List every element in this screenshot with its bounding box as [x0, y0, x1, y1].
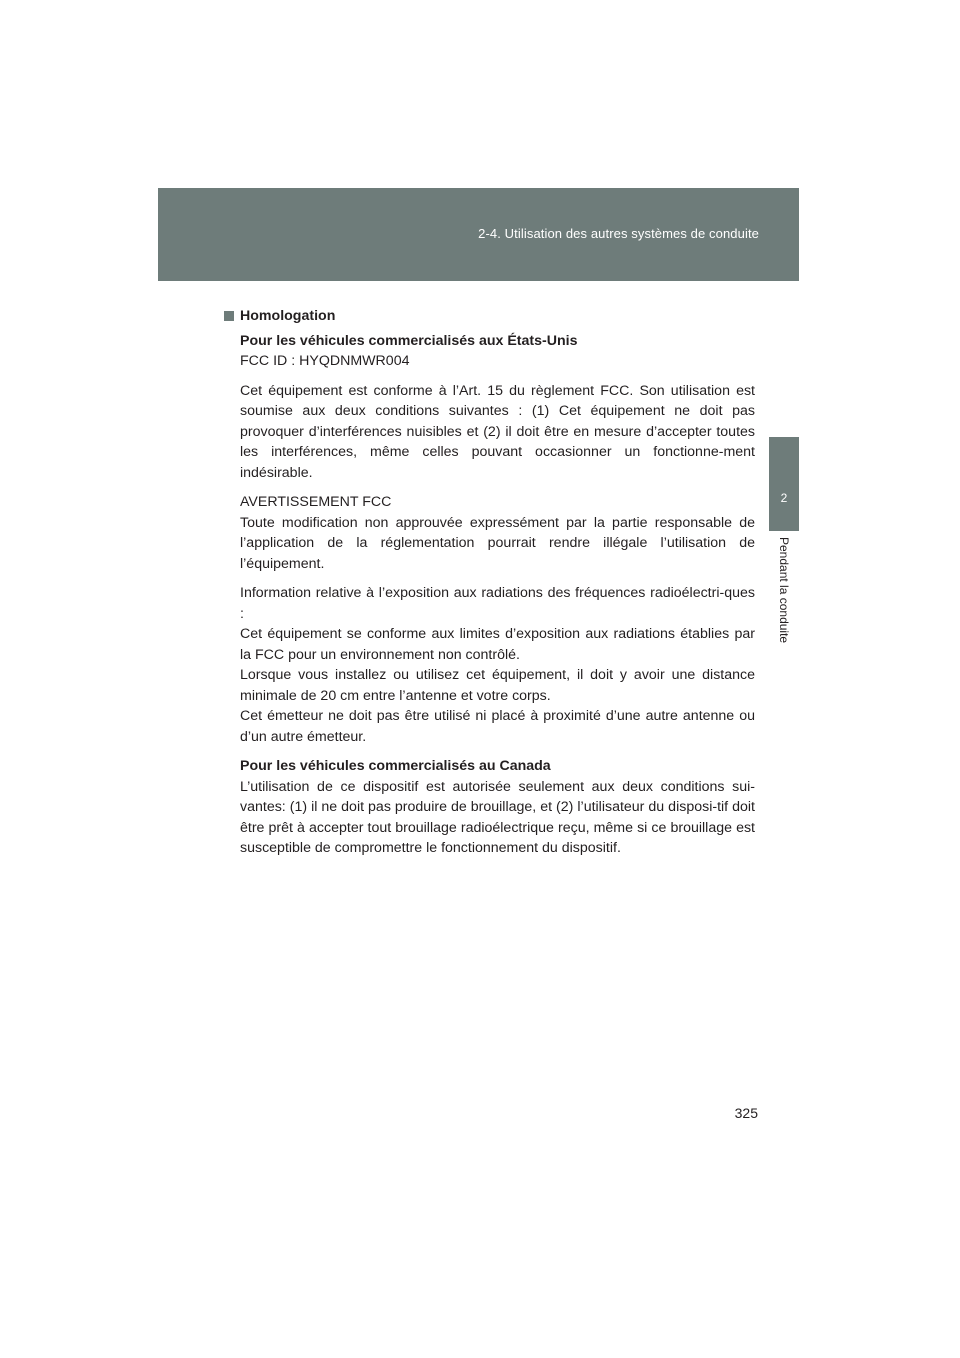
us-heading: Pour les véhicules commercialisés aux États-Unis	[240, 332, 578, 349]
warning-text: Toute modification non approuvée expressément par la partie responsable de l’application de la réglementation pourrait rendre illégale l’utilisation de l’équipement.	[240, 514, 755, 572]
warning-title: AVERTISSEMENT FCC	[240, 494, 392, 510]
exposure-paragraph	[240, 583, 755, 747]
page-number: 325	[734, 1105, 758, 1121]
square-bullet-icon	[224, 311, 234, 321]
chapter-label: Pendant la conduite	[777, 537, 791, 644]
exposure-title: Information relative à l’exposition aux radiations des fréquences radioélectri-ques :	[240, 585, 755, 622]
section-heading	[224, 306, 755, 327]
chapter-label-container	[774, 537, 794, 672]
exposure-limits: Cet équipement se conforme aux limites d’exposition aux radiations établies par la FCC pour un environnement non contrôlé.	[240, 626, 755, 663]
page-content	[224, 306, 755, 859]
warning-paragraph	[240, 492, 755, 574]
fcc-id: FCC ID : HYQDNMWR004	[240, 353, 410, 369]
exposure-distance: Lorsque vous installez ou utilisez cet équipement, il doit y avoir une distance minimale de 20 cm entre l’antenne et votre corps.	[240, 667, 755, 704]
section-heading-text: Homologation	[240, 308, 336, 324]
section-title: 2-4. Utilisation des autres systèmes de conduite	[478, 226, 759, 241]
canada-paragraph	[240, 756, 755, 859]
us-fcc-paragraph	[240, 331, 755, 372]
chapter-number: 2	[780, 491, 788, 505]
canada-text: L’utilisation de ce dispositif est autorisée seulement aux deux conditions sui-vantes: (1) il ne doit pas produire de brouillage, et (2) l’utilisateur du disposi-tif doit être prêt à accepter tout brouillage radioélectrique reçu, même si ce brouillage est susceptible de compromettre le fonctionnement du dispositif.	[240, 778, 755, 856]
canada-heading: Pour les véhicules commercialisés au Canada	[240, 758, 551, 774]
exposure-colocation: Cet émetteur ne doit pas être utilisé ni placé à proximité d’une autre antenne ou d’un autre émetteur.	[240, 708, 755, 745]
chapter-tab	[769, 437, 799, 531]
header-band	[158, 188, 799, 281]
us-block	[240, 331, 755, 859]
compliance-paragraph: Cet équipement est conforme à l’Art. 15 du règlement FCC. Son utilisation est soumise aux deux conditions suivantes : (1) Cet équipement ne doit pas provoquer d’interférences nuisibles et (2) il doit être en mesure d’accepter toutes les interférences, même celles pouvant occasionner un fonctionne-ment indésirable.	[240, 382, 755, 481]
